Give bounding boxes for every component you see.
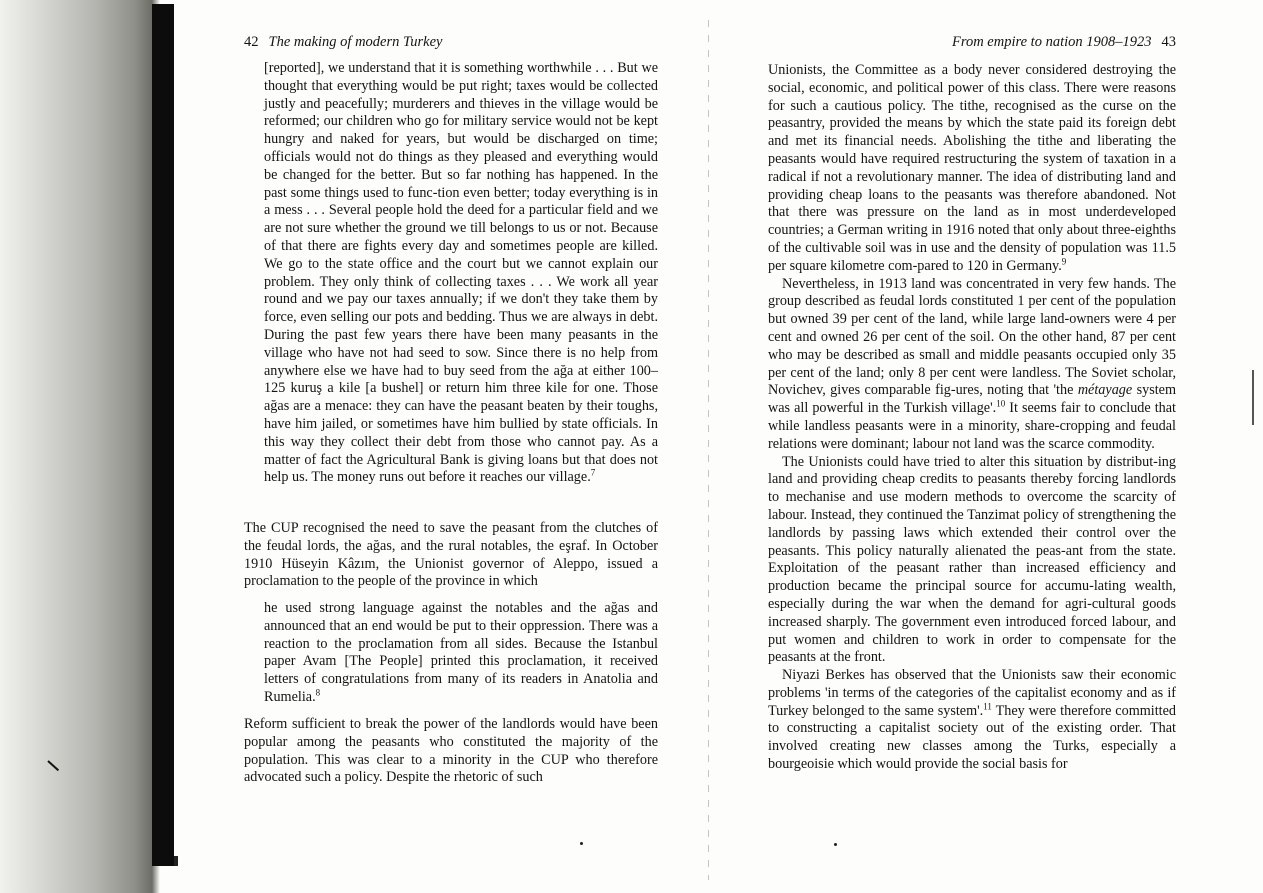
block-quote-peasant-letter [244, 60, 658, 487]
right-page-body [768, 62, 1176, 774]
page-gutter [708, 20, 709, 880]
book-spine-edge [152, 4, 174, 866]
block-quote-proclamation [244, 600, 658, 707]
footnote-marker-7: 7 [590, 467, 596, 478]
block-quote-2-text: he used strong language against the notables and the ağas and announced that an end would be put to their oppression. There was a reaction to the proclamation from all sides. Because the Istanbul paper Avam [The People] printed this proclamation, it received letters of congratulations from many of its readers in Anatolia and Rumelia. [264, 600, 658, 705]
right-running-head [952, 33, 1176, 51]
paragraph-distributing-land [768, 454, 1176, 668]
paper-speck [580, 842, 583, 845]
paragraph-distributing-text: The Unionists could have tried to alter this situation by distribut-ing land and providing cheap credits to peasants thereby forcing landlords to mechanise and use modern methods to overcome the scarcity of labour. Instead, they continued the Tanzimat policy of strengthening the landlords by passing laws which extended their control over the peasants. This policy naturally alienated the peas-ant from the state. Exploitation of the peasant rather than increased efficiency and production became the principal source for accumu-lating wealth, especially during the war when the demand for agri-cultural goods increased sharply. The government even introduced forced labour, and put women and children to work in order to compensate for the peasants at the front. [768, 453, 1176, 666]
right-running-title: From empire to nation 1908–1923 [952, 34, 1152, 50]
paragraph-2-text: Reform sufficient to break the power of the landlords would have been popular among the peasants who constituted the majority of the population. This was clear to a minority in the CUP who therefore advocated such a policy. Despite the rhetoric of such [244, 716, 658, 786]
right-page-number: 43 [1161, 34, 1176, 50]
paragraph-berkes [768, 667, 1176, 774]
block-quote-1-text: [reported], we understand that it is something worthwhile . . . But we thought that everything would be put right; taxes would be collected justly and peacefully; murderers and thieves in the village would be reformed; our children who go for military service would not be kept hungry and naked for years, but would be discharged on time; officials would not do things as they pleased and everything would be changed for the better. But so far nothing has happened. In the past some things used to func-tion even better; today everything is in a mess . . . Several people hold the deed for a particular field and we are not sure whether the ground we till belongs to us or not. Because of that there are fights every day and sometimes people are killed. We go to the state office and the court but we cannot explain our problem. They only think of collecting taxes . . . We work all year round and we pay our taxes annually; if we don't they take them by force, even selling our pots and bedding. Thus we are always in debt. During the past few years there have been many peasants in the village who have not had seed to sow. Since there is no help from anywhere else we have had to buy seed from the ağa at either 100–125 kuruş a kile [a bushel] or return him three kile for one. Those ağas are a menace: they can have the peasant beaten by their toughs, have him jailed, or sometimes have him bullied by state officials. In this way they collect their debt from those who cannot pay. As a matter of fact the Agricultural Bank is giving loans but that does not help us. The money runs out before it reaches our village. [264, 60, 658, 486]
paragraph-berkes-text-b: They were therefore committed to constructing a capitalist society out of the existing order. That involved creating new classes among the Turks, especially a bourgeoisie which would provide the social basis for [768, 702, 1176, 773]
paragraph-berkes-text-a: Niyazi Berkes has observed that the Unionists saw their economic problems 'in terms of the categories of the capitalist economy and as if Turkey belonged to the same system'. [768, 667, 1176, 719]
paragraph-cup-recognised [244, 520, 658, 591]
paragraph-land-concentration [768, 276, 1176, 454]
book-spine-shadow [0, 0, 160, 893]
footnote-marker-11: 11 [983, 700, 992, 711]
paragraph-unionists-text: Unionists, the Committee as a body never considered destroying the social, economic, and political power of this class. There were reasons for such a cautious policy. The tithe, recognised as the curse on the peasantry, provided the means by which the state paid its foreign debt and met its financial needs. Abolishing the tithe and liberating the peasants would have required restructuring the system of taxation in a radical if not a revolutionary manner. The idea of distributing land and providing cheap loans to the peasants was therefore abandoned. Not that there was pressure on the land as in most underdeveloped countries; a German writing in 1916 noted that only about three-eighths of the cultivable soil was in use and the density of population was 11.5 per square kilometre com-pared to 120 in Germany. [768, 62, 1176, 274]
metayage-term: métayage [1077, 382, 1133, 399]
footnote-marker-8: 8 [315, 687, 321, 698]
paragraph-reform [244, 716, 658, 787]
paragraph-unionists [768, 62, 1176, 276]
spine-nick-mark [174, 856, 178, 866]
right-edge-mark [1252, 370, 1254, 425]
paragraph-land-text-c: It seems fair to conclude that while landless peasants were in a minority, share-cropping and feudal relations were dominant; labour not land was the scarce commodity. [768, 400, 1176, 452]
left-running-head [244, 33, 442, 51]
footnote-marker-9: 9 [1061, 256, 1067, 267]
paragraph-1-text: The CUP recognised the need to save the peasant from the clutches of the feudal lords, the ağas, and the rural notables, the eşraf. In October 1910 Hüseyin Kâzım, the Unionist governor of Aleppo, issued a proclamation to the people of the province in which [244, 520, 658, 590]
footnote-marker-10: 10 [996, 398, 1006, 409]
left-running-title: The making of modern Turkey [268, 34, 443, 50]
paragraph-land-text-b: system was all powerful in the Turkish village'. [768, 382, 1177, 417]
paragraph-land-text-a: Nevertheless, in 1913 land was concentrated in very few hands. The group described as feudal lords constituted 1 per cent of the population but owned 39 per cent of the land, while large land-owners were 4 per cent and owned 26 per cent of the soil. On the other hand, 87 per cent who may be described as small and middle peasants occupied only 35 per cent of the land; only 8 per cent were landless. The Soviet scholar, Novichev, gives comparable fig-ures, noting that 'the [768, 275, 1176, 399]
paper-speck [834, 843, 837, 846]
left-page-number: 42 [244, 34, 259, 50]
